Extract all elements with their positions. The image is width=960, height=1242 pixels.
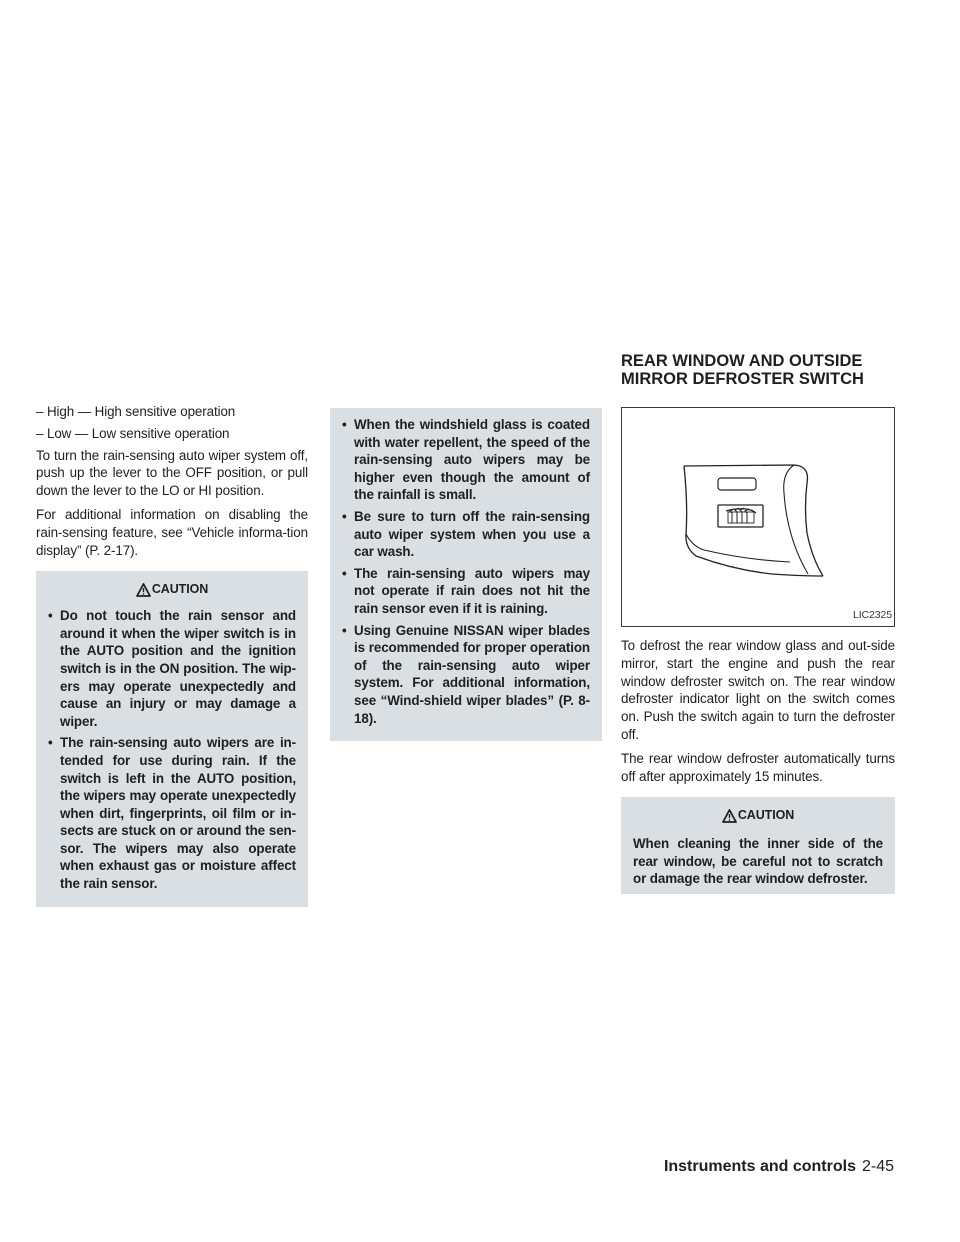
caution-item	[342, 508, 590, 561]
defroster-switch-illustration	[622, 408, 894, 626]
caution-title: CAUTION	[737, 808, 795, 823]
caution-item-text: Using Genuine NISSAN wiper blades is recommended for proper operation of the rain-sensing auto wiper system. For additional information, see “Wind-shield wiper blades” (P. 8-18).	[354, 622, 590, 726]
chapter-title: Instruments and controls	[663, 1158, 856, 1175]
heading-line-2: MIRROR DEFROSTER SWITCH	[621, 370, 864, 388]
caution-item-text: The rain-sensing auto wipers are in-tended for use during rain. If the switch is left in the AUTO position, the wipers may operate unexpectedly when dirt, fingerprints, oil film or in-sects are stuck on or around the sen-sor. The wipers may also operate when exhaust gas or moisture affect the rain sensor.	[60, 735, 296, 892]
warning-triangle-icon	[722, 809, 737, 823]
bullet: •	[48, 735, 53, 751]
rear-defroster-icon	[718, 505, 763, 527]
caution-list	[48, 607, 296, 893]
bullet: •	[342, 622, 347, 638]
caution-box-defroster	[621, 797, 895, 894]
caution-item-text: Do not touch the rain sensor and around it when the wiper switch is in the AUTO position and the ignition switch is in the ON position. The wip-ers may operate unexpectedly and cause an injury or may damage a wiper.	[60, 608, 296, 729]
list-item-high: – High — High sensitive operation	[36, 404, 236, 419]
paragraph-auto-off: The rear window defroster automatically turns off after approximately 15 minutes.	[621, 750, 895, 784]
paragraph-defrost: To defrost the rear window glass and out-side mirror, start the engine and push the rear window defroster switch on. The rear window defroster indicator light on the switch comes on. Push the switch again to turn the defroster off.	[621, 638, 895, 742]
caution-heading	[48, 577, 296, 603]
figure-code: LIC2325	[853, 609, 892, 622]
caution-heading	[633, 803, 883, 829]
paragraph-additional-info: For additional information on disabling the rain-sensing feature, see “Vehicle informa-tion display” (P. 2-17).	[36, 506, 308, 558]
bullet: •	[342, 565, 347, 581]
paragraph-turn-off: To turn the rain-sensing auto wiper system off, push up the lever to the OFF position, or pull down the lever to the LO or HI position.	[36, 447, 308, 499]
heading-line-1: REAR WINDOW AND OUTSIDE	[621, 352, 863, 370]
caution-item	[342, 565, 590, 618]
defroster-switch-figure	[621, 407, 895, 627]
caution-item	[342, 416, 590, 504]
bullet: •	[342, 508, 347, 524]
middle-column	[330, 408, 602, 741]
right-column	[621, 352, 895, 894]
list-item-low: – Low — Low sensitive operation	[36, 425, 230, 441]
bullet: •	[48, 608, 53, 624]
page-footer	[664, 1158, 894, 1176]
caution-item	[342, 622, 590, 728]
page-number: 2-45	[861, 1158, 894, 1175]
section-heading	[621, 352, 895, 388]
caution-title: CAUTION	[151, 582, 209, 597]
caution-item-text: The rain-sensing auto wipers may not operate if rain does not hit the rain sensor even if it is raining.	[354, 565, 590, 616]
caution-box-rain-sensor	[36, 571, 308, 906]
caution-item	[48, 734, 296, 892]
caution-list	[342, 416, 590, 727]
caution-body: When cleaning the inner side of the rear window, be careful not to scratch or damage the rear window defroster.	[633, 836, 883, 887]
caution-item	[48, 607, 296, 730]
caution-item-text: Be sure to turn off the rain-sensing auto wiper system when you use a car wash.	[354, 508, 590, 560]
warning-triangle-icon	[136, 583, 151, 597]
caution-item-text: When the windshield glass is coated with water repellent, the speed of the rain-sensing auto wipers may be higher even though the amount of the rainfall is small.	[354, 417, 590, 503]
bullet: •	[342, 417, 347, 432]
caution-box-continued	[330, 408, 602, 741]
left-column	[36, 403, 308, 907]
